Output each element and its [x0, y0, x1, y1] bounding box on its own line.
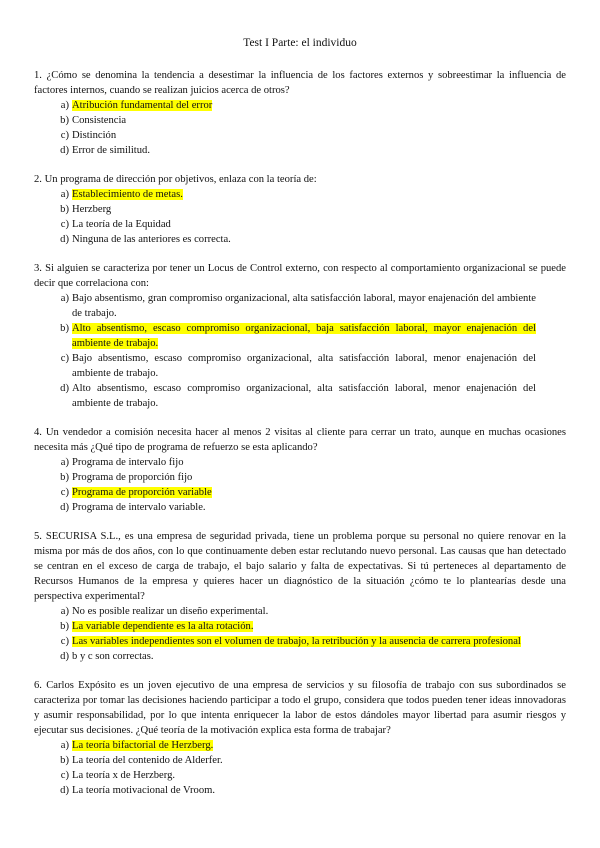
option-text: La teoría de la Equidad [72, 219, 171, 230]
option-text-wrap [72, 98, 536, 113]
highlighted-option-text: Atribución fundamental del error [72, 100, 213, 111]
option-text-wrap [72, 291, 536, 321]
option-text: Ninguna de las anteriores es correcta. [72, 234, 231, 245]
question-2 [34, 172, 566, 247]
option-letter: a) [60, 606, 69, 617]
option-list [34, 604, 566, 664]
answer-option-c [34, 128, 566, 143]
option-text-wrap [72, 232, 536, 247]
question-5 [34, 529, 566, 664]
option-letter: b) [60, 621, 69, 632]
option-text-wrap [72, 768, 536, 783]
option-text: Distinción [72, 130, 117, 141]
option-letter: a) [60, 293, 69, 304]
option-text: Consistencia [72, 115, 127, 126]
option-letter: a) [60, 189, 69, 200]
question-1 [34, 68, 566, 158]
option-text: b y c son correctas. [72, 651, 154, 662]
option-text-wrap [72, 187, 536, 202]
highlighted-option-text: Las variables independientes son el volumen de trabajo, la retribución y la ausencia de carrera profesional [72, 636, 521, 647]
option-text: Programa de proporción fijo [72, 472, 193, 483]
answer-option-a [34, 604, 566, 619]
option-text-wrap [72, 738, 536, 753]
question-4 [34, 425, 566, 515]
answer-option-c [34, 351, 566, 381]
option-text-wrap [72, 604, 536, 619]
option-text-wrap [72, 455, 536, 470]
answer-option-a [34, 455, 566, 470]
question-list [34, 68, 566, 798]
option-text: La teoría motivacional de Vroom. [72, 785, 216, 796]
option-list [34, 455, 566, 515]
answer-option-d [34, 381, 566, 411]
option-letter: c) [60, 770, 69, 781]
option-text: Bajo absentismo, escaso compromiso organizacional, alta satisfacción laboral, menor enajenación del ambiente de trabajo. [72, 353, 536, 379]
question-stem: 6. Carlos Expósito es un joven ejecutivo de una empresa de servicios y su filosofía de trabajo con sus subordinados se caracteriza por tomar las decisiones haciendo participar a todo el grupo, considera que todos pueden tener ideas innovadoras y asumir responsabilidad, por lo que intenta enriquecer la labor de estos dándoles mayor libertad para asumir riesgos y ejecutar sus decisiones. ¿Qué teoría de la motivación explica esta forma de trabajar? [34, 680, 566, 736]
option-text: La teoría del contenido de Alderfer. [72, 755, 223, 766]
answer-option-b [34, 113, 566, 128]
answer-option-d [34, 143, 566, 158]
option-list [34, 291, 566, 411]
option-text: No es posible realizar un diseño experimental. [72, 606, 269, 617]
option-text: Programa de intervalo fijo [72, 457, 184, 468]
option-text-wrap [72, 619, 536, 634]
option-text-wrap [72, 217, 536, 232]
option-letter: c) [60, 219, 69, 230]
answer-option-a [34, 738, 566, 753]
option-letter: d) [60, 785, 69, 796]
option-text-wrap [72, 783, 536, 798]
option-text-wrap [72, 500, 536, 515]
option-text: Herzberg [72, 204, 112, 215]
option-letter: c) [60, 636, 69, 647]
answer-option-c [34, 485, 566, 500]
option-text-wrap [72, 128, 536, 143]
question-stem: 1. ¿Cómo se denomina la tendencia a desestimar la influencia de los factores externos y sobreestimar la influencia de factores internos, cuando se realizan juicios acerca de otros? [34, 70, 566, 96]
answer-option-d [34, 500, 566, 515]
answer-option-a [34, 98, 566, 113]
option-letter: b) [60, 204, 69, 215]
option-letter: b) [60, 115, 69, 126]
option-text-wrap [72, 485, 536, 500]
page-title: Test I Parte: el individuo [243, 37, 357, 49]
answer-option-b [34, 470, 566, 485]
option-text-wrap [72, 321, 536, 351]
option-text-wrap [72, 649, 536, 664]
option-letter: d) [60, 383, 69, 394]
question-stem: 4. Un vendedor a comisión necesita hacer al menos 2 visitas al cliente para cerrar un trato, aunque en muchas ocasiones necesita más ¿Qué tipo de programa de refuerzo se esta aplicando? [34, 427, 566, 453]
question-stem: 2. Un programa de dirección por objetivos, enlaza con la teoría de: [34, 174, 317, 185]
answer-option-d [34, 232, 566, 247]
option-letter: d) [60, 502, 69, 513]
highlighted-option-text: Programa de proporción variable [72, 487, 212, 498]
option-letter: b) [60, 472, 69, 483]
answer-option-b [34, 753, 566, 768]
option-list [34, 187, 566, 247]
option-text-wrap [72, 143, 536, 158]
option-text-wrap [72, 351, 536, 381]
answer-option-a [34, 187, 566, 202]
question-stem: 3. Si alguien se caracteriza por tener un Locus de Control externo, con respecto al comportamiento organizacional se puede decir que correlaciona con: [34, 263, 566, 289]
option-letter: d) [60, 234, 69, 245]
highlighted-option-text: Establecimiento de metas. [72, 189, 183, 200]
option-letter: b) [60, 755, 69, 766]
option-text: La teoría x de Herzberg. [72, 770, 176, 781]
option-text-wrap [72, 753, 536, 768]
option-text: Error de similitud. [72, 145, 150, 156]
highlighted-option-text: La variable dependiente es la alta rotación. [72, 621, 254, 632]
option-letter: a) [60, 100, 69, 111]
highlighted-option-text: Alto absentismo, escaso compromiso organizacional, baja satisfacción laboral, mayor enajenación del ambiente de trabajo. [72, 323, 536, 349]
option-letter: a) [60, 457, 69, 468]
answer-option-b [34, 321, 566, 351]
answer-option-a [34, 291, 566, 321]
question-3 [34, 261, 566, 411]
answer-option-d [34, 649, 566, 664]
highlighted-option-text: La teoría bifactorial de Herzberg. [72, 740, 214, 751]
answer-option-d [34, 783, 566, 798]
option-letter: d) [60, 145, 69, 156]
option-letter: c) [60, 487, 69, 498]
option-text-wrap [72, 202, 536, 217]
answer-option-b [34, 619, 566, 634]
option-letter: a) [60, 740, 69, 751]
option-letter: c) [60, 130, 69, 141]
answer-option-b [34, 202, 566, 217]
question-stem: 5. SECURISA S.L., es una empresa de seguridad privada, tiene un problema porque su personal no quiere renovar en la misma por más de dos años, con lo que continuamente deben estar reclutando nuevo personal. Las causas que han detectado se centran en el exceso de carga de trabajo, el bajo salario y falta de expectativas. Si tú perteneces al departamento de Recursos Humanos de la empresa y quieres hacer un diagnóstico de la situación ¿cómo te lo plantearías desde una perspectiva experimental? [34, 531, 566, 602]
option-text-wrap [72, 381, 536, 411]
question-6 [34, 678, 566, 798]
answer-option-c [34, 634, 566, 649]
option-text: Alto absentismo, escaso compromiso organizacional, alta satisfacción laboral, menor enajenación del ambiente de trabajo. [72, 383, 536, 409]
answer-option-c [34, 768, 566, 783]
option-letter: d) [60, 651, 69, 662]
option-list [34, 738, 566, 798]
option-text-wrap [72, 634, 536, 649]
option-text-wrap [72, 113, 536, 128]
option-letter: b) [60, 323, 69, 334]
option-text: Programa de intervalo variable. [72, 502, 206, 513]
option-letter: c) [60, 353, 69, 364]
option-list [34, 98, 566, 158]
answer-option-c [34, 217, 566, 232]
option-text: Bajo absentismo, gran compromiso organizacional, alta satisfacción laboral, mayor enajenación del ambiente de trabajo. [72, 293, 536, 319]
option-text-wrap [72, 470, 536, 485]
